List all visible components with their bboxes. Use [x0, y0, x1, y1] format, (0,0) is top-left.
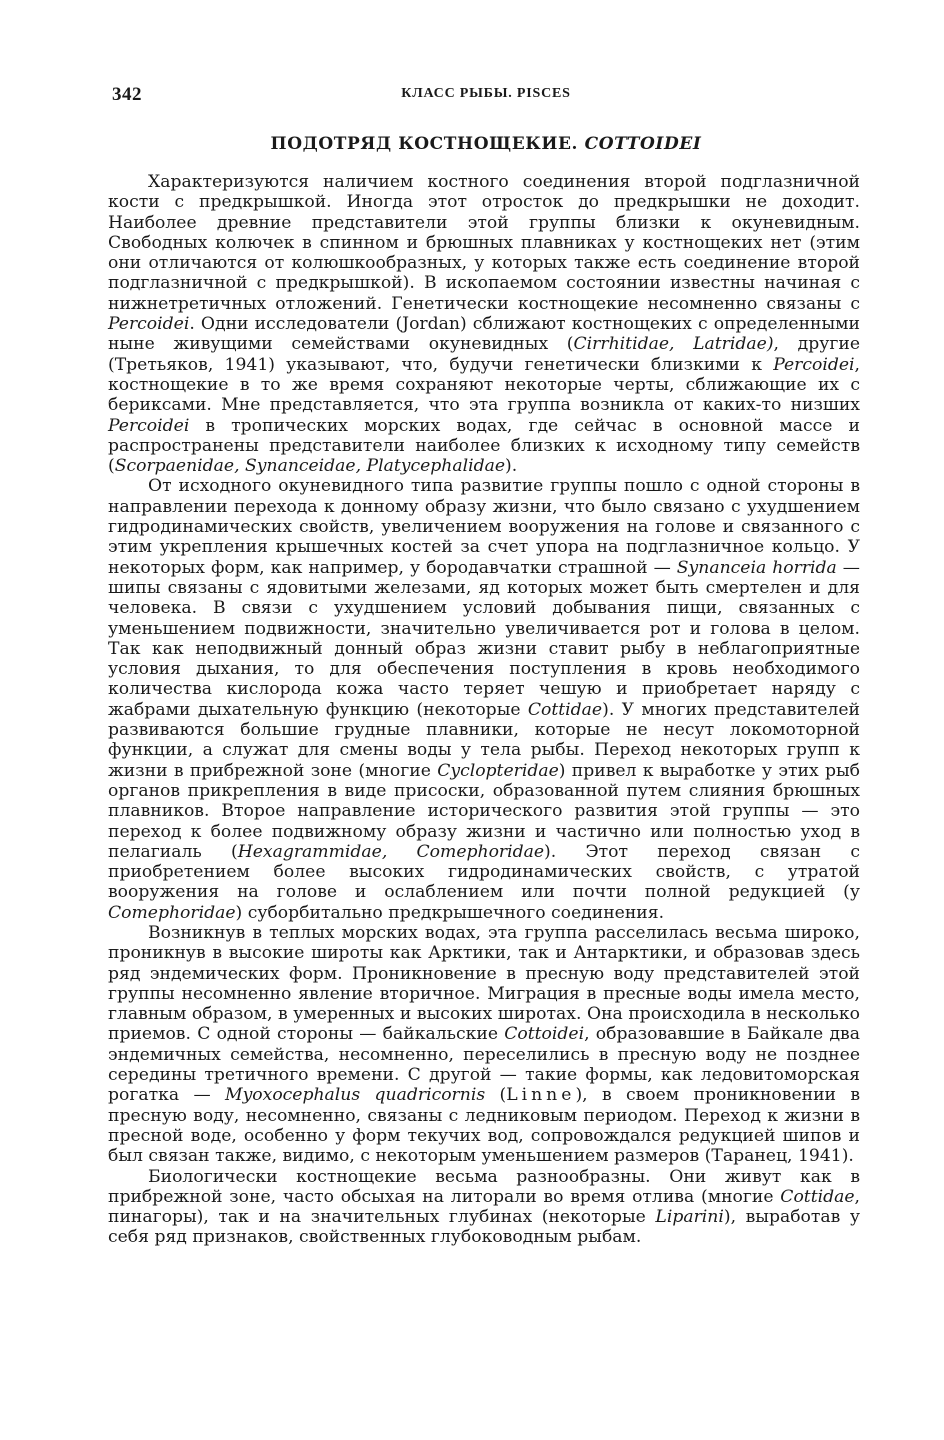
paragraph [108, 172, 860, 476]
paragraph [108, 476, 860, 923]
paragraph [108, 1167, 860, 1248]
body-text [108, 172, 860, 1248]
text-run: , костнощекие в то же время сохраняют некоторые черты, сближающие их с бериксами. Мне представляется, что эта группа возникла от каких-то низших [108, 354, 860, 416]
latin-term: Liparini [655, 1207, 724, 1228]
text-run: , другие (Третьяков, 1941) указывают, что, будучи генетически близкими к [108, 334, 860, 375]
text-run: ). [505, 456, 518, 477]
text-run: ( [485, 1085, 507, 1106]
text-run: , образовавшие в Байкале два эндемичных семейства, несомненно, переселились в пресную воду не позднее середины третичного времени. С другой — такие формы, как ледовитоморская рогатка — [108, 1024, 860, 1106]
latin-term: Percoidei [773, 354, 855, 375]
text-run: ), выработав у себя ряд признаков, свойственных глубоководным рыбам. [108, 1207, 861, 1248]
latin-term: Synanceia horrida [676, 557, 837, 578]
latin-term: Comephoridae [108, 902, 236, 923]
section-title-ru: ПОДОТРЯД КОСТНОЩЕКИЕ. [270, 134, 579, 154]
latin-term: Cottoidei [504, 1024, 585, 1045]
text-run: Биологически костнощекие весьма разнообразны. Они живут как в прибрежной зоне, часто обсыхая на литорали во время отлива (многие [108, 1166, 860, 1207]
latin-term: Percoidei [108, 415, 190, 436]
text-run: ). Этот переход связан с приобретением более высоких гидродинамических свойств, с утратой вооружения на голове и ослаблением или почти полной редукцией (у [108, 841, 860, 903]
running-head: КЛАСС РЫБЫ. PISCES [401, 86, 571, 101]
text-run: — шипы связаны с ядовитыми железами, яд которых может быть смертелен и для человека. В связи с ухудшением условий добывания пищи, связанных с уменьшением подвижности, значительно увеличивается рот и голова в целом. Так как неподвижный донный образ жизни ставит рыбу в неблагоприятные условия дыхания, то для обеспечения поступления в кровь необходимого количества кислорода кожа часто теряет чешую и приобретает наряду с жабрами дыхательную функцию (некоторые [108, 557, 860, 720]
text-run: От исходного окуневидного типа развитие группы пошло с одной стороны в направлении перехода к донному образу жизни, что было связано с ухудшением гидродинамических свойств, увеличением вооружения на голове и связанного с этим укрепления крышечных костей за счет упора на подглазничное кольцо. У некоторых форм, как например, у бородавчатки страшной — [108, 476, 860, 578]
section-title [112, 134, 860, 154]
text-run: Характеризуются наличием костного соединения второй подглазничной кости с предкрышкой. Иногда этот отросток до предкрышки не доходит. Наиболее древние представители этой группы близки к окуневидным. Свободных колючек в спинном и брюшных плавниках у костнощеких нет (этим они отличаются от колюшкообразных, у которых также есть соединение второй подглазничной с предкрышкой). В ископаемом состоянии известны начиная с нижнетретичных отложений. Генетически костнощекие несомненно связаны с [108, 172, 860, 314]
text-run: ) суборбитально предкрышечного соединения. [235, 902, 665, 923]
latin-term: Scorpaenidae, Synanceidae, Platycephalidae [114, 456, 505, 477]
text-run: в тропических морских водах, где сейчас в основной массе и распространены представители наиболее близких к исходному типу семейств ( [108, 415, 860, 477]
latin-term: Myoxocephalus quadricornis [224, 1085, 486, 1106]
text-run: ), в своем проникновении в пресную воду, несомненно, связаны с ледниковым периодом. Переход к жизни в пресной воде, особенно у форм текучих вод, сопровождался редукцией шипов и был связан также, видимо, с некоторым уменьшением размеров (Таранец, 1941). [108, 1085, 861, 1167]
paragraph [108, 923, 860, 1167]
text-run: ) привел к выработке у этих рыб органов прикрепления в виде присоски, образованной путем слияния брюшных плавников. Второе направление исторического развития этой группы — это переход к более подвижному образу жизни и частично или полностью уход в пелагиаль ( [108, 760, 860, 862]
page-number: 342 [112, 84, 142, 105]
text-run: Возникнув в теплых морских водах, эта группа расселилась весьма широко, проникнув в высокие широты как Арктики, так и Антарктики, и образовав здесь ряд эндемических форм. Проникновение в пресную воду представителей этой группы несомненно явление вторичное. Миграция в пресные воды имела место, главным образом, в умеренных и высоких широтах. Она происходила в несколько приемов. С одной стороны — байкальские [108, 922, 860, 1045]
section-title-latin: COTTOIDEI [584, 134, 702, 154]
latin-term: Cottidae [780, 1186, 855, 1207]
latin-term: Cottidae [527, 699, 603, 720]
text-run: Linne [506, 1085, 576, 1106]
latin-term: Percoidei [108, 314, 190, 335]
latin-term: Cirrhitidae, Latridae) [573, 334, 774, 355]
text-run: . Одни исследователи (Jordan) сближают костнощеких с определенными ныне живущими семействами окуневидных ( [108, 314, 860, 355]
page-header [112, 84, 860, 108]
text-run: , пинагоры), так и на значительных глубинах (некоторые [108, 1186, 860, 1228]
text-run: ). У многих представителей развиваются большие грудные плавники, которые не несут локомоторной функции, а служат для смены воды у тела рыбы. Переход некоторых групп к жизни в прибрежной зоне (многие [108, 699, 860, 781]
latin-term: Hexagrammidae, Comephoridae [237, 841, 545, 862]
latin-term: Cyclopteridae [437, 760, 559, 781]
